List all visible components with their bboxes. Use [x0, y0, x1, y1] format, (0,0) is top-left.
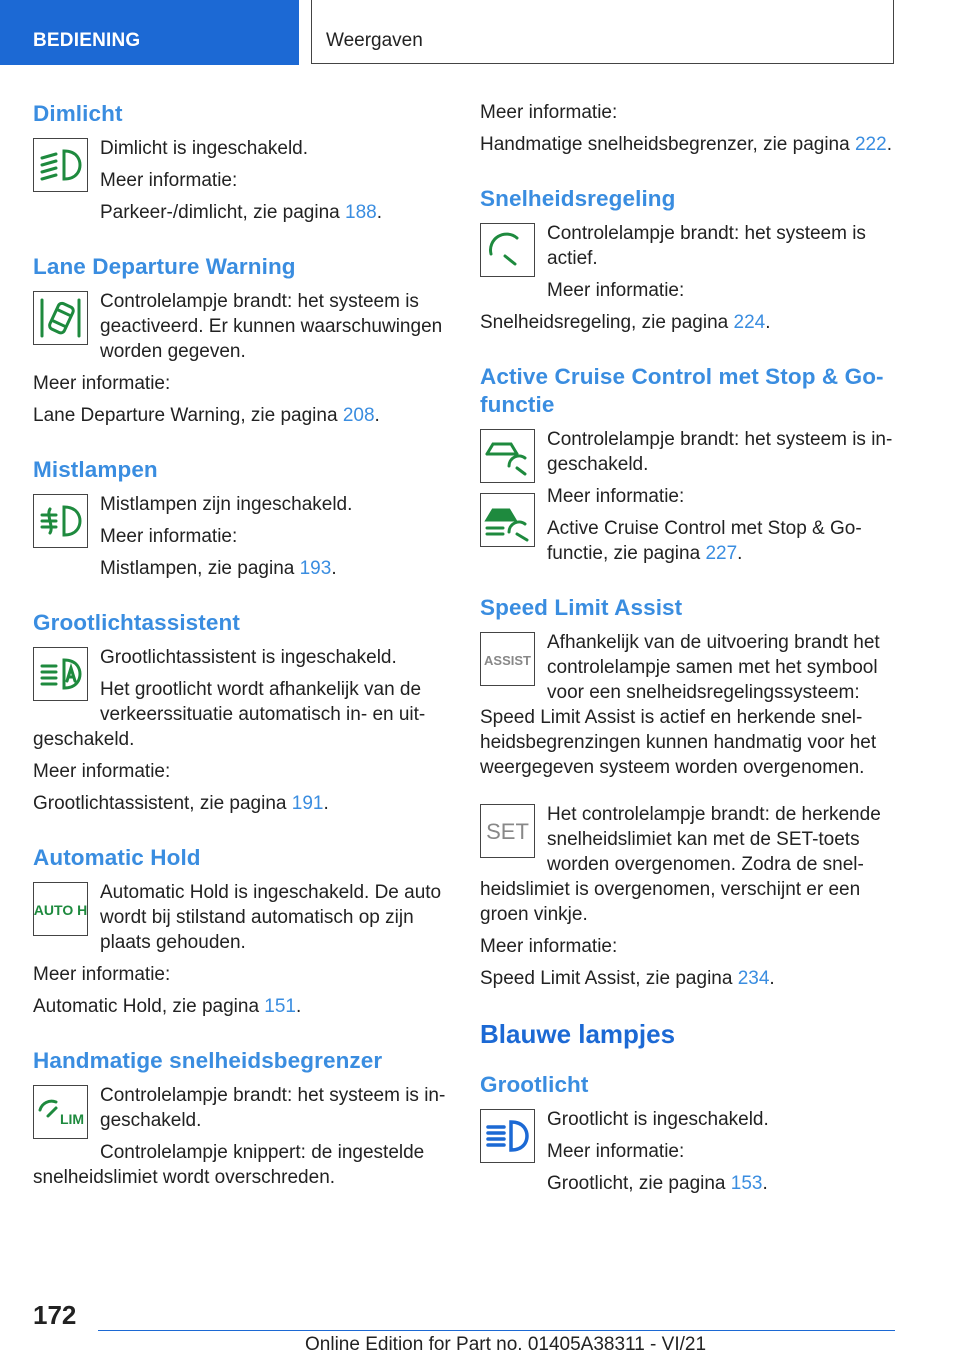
acc-icon [480, 429, 535, 483]
heading-automatic-hold: Automatic Hold [33, 845, 201, 870]
text: Controlelampje brandt: het systeem is actief. [547, 223, 866, 269]
section-title: BEDIENING [33, 30, 141, 51]
text: Het grootlicht wordt afhankelijk van de verkeerssituatie automatisch in- en uit- [100, 679, 426, 725]
heading-active-cruise-control: Active Cruise Control met Stop & Go-functie [480, 364, 884, 417]
text: Grootlichtassistent, zie pagina 191. [33, 793, 329, 814]
text: Meer informatie: [33, 373, 171, 394]
text: Meer informatie: [547, 280, 685, 301]
subsection-tab [311, 0, 894, 64]
auto-hold-icon [33, 882, 88, 936]
text: Meer informatie: [547, 486, 685, 507]
text: Het controlelampje brandt: de herkende snelheidslimiet kan met de SET-toets worden overgenomen. Zodra de snel- [547, 804, 881, 875]
right-column [480, 100, 895, 1224]
section-cruise-control [480, 185, 895, 335]
page-link[interactable]: 227 [705, 543, 738, 564]
svg-text:SET: SET [486, 819, 529, 844]
page-link[interactable]: 191 [291, 793, 324, 814]
heading-mistlampen: Mistlampen [33, 457, 158, 482]
section-grootlichtassistent [33, 609, 448, 816]
text: Dimlicht is ingeschakeld. [100, 138, 309, 159]
text: Snelheidsregeling, zie pagina 224. [480, 312, 771, 333]
page-link[interactable]: 222 [854, 134, 887, 155]
text: Meer informatie: [100, 526, 238, 547]
text: Controlelampje knippert: de ingestelde [100, 1142, 425, 1163]
footer-divider [98, 1330, 895, 1331]
text: Grootlicht, zie pagina 153. [547, 1173, 768, 1194]
svg-text:LIM: LIM [59, 1111, 85, 1127]
section-speed-limit-assist [480, 594, 895, 991]
text: Controlelampje brandt: het systeem is in-geschakeld. [547, 429, 893, 475]
section-grootlicht [480, 1071, 895, 1196]
text: Meer informatie: [480, 936, 618, 957]
text: Meer informatie: [547, 1141, 685, 1162]
section-limiter [33, 1047, 448, 1190]
page-link[interactable]: 224 [733, 312, 766, 333]
page-link[interactable]: 193 [299, 558, 332, 579]
text: Meer informatie: [33, 964, 171, 985]
low-beam-icon [33, 138, 88, 192]
text: Speed Limit Assist, zie pagina 234. [480, 968, 775, 989]
heading-dimlicht: Dimlicht [33, 101, 123, 126]
text: heidslimiet is overgenomen, verschijnt er een groen vinkje. [480, 879, 861, 925]
lane-departure-icon [33, 291, 88, 345]
text: Speed Limit Assist is actief en herkende snel-heidsbegrenzingen kunnen handmatig voor het weergegeven systeem worden overgenomen. [480, 707, 877, 778]
text: Lane Departure Warning, zie pagina 208. [33, 405, 380, 426]
section-mistlampen [33, 456, 448, 581]
text: Controlelampje brandt: het systeem is in-geschakeld. [100, 1085, 446, 1131]
svg-text:ASSIST: ASSIST [484, 653, 531, 668]
text: Grootlicht is ingeschakeld. [547, 1109, 769, 1130]
text: snelheidslimiet wordt overschreden. [33, 1167, 336, 1188]
fog-light-icon [33, 494, 88, 548]
heading-grootlichtassistent: Grootlichtassistent [33, 610, 240, 635]
cruise-control-icon [480, 223, 535, 277]
speed-limiter-icon [33, 1085, 88, 1139]
page-link[interactable]: 234 [737, 968, 770, 989]
text: Grootlichtassistent is ingeschakeld. [100, 647, 397, 668]
text: Mistlampen, zie pagina 193. [100, 558, 337, 579]
section-tab [0, 0, 299, 65]
section-automatic-hold [33, 844, 448, 1019]
page-link[interactable]: 153 [730, 1173, 763, 1194]
heading-lane-departure: Lane Departure Warning [33, 254, 296, 279]
left-column [33, 100, 448, 1218]
text: Mistlampen zijn ingeschakeld. [100, 494, 353, 515]
text: geschakeld. [33, 729, 135, 750]
text: Active Cruise Control met Stop & Go-functie, zie pagina 227. [547, 518, 862, 564]
text: Handmatige snelheidsbegrenzer, zie pagina 222. [480, 134, 892, 155]
acc-distance-icon [480, 493, 535, 547]
text: Automatic Hold is ingeschakeld. De auto wordt bij stilstand automatisch op zijn plaats gehouden. [100, 882, 442, 953]
heading-blauwe-lampjes: Blauwe lampjes [480, 1019, 676, 1049]
high-beam-assistant-icon [33, 647, 88, 701]
heading-limiter: Handmatige snelheidsbegrenzer [33, 1048, 383, 1073]
text: Controlelampje brandt: het systeem is geactiveerd. Er kunnen waarschuwingen worden gegeven. [100, 291, 443, 362]
text: Meer informatie: [33, 761, 171, 782]
page-link[interactable]: 188 [345, 202, 377, 223]
section-lane-departure [33, 253, 448, 428]
assist-icon [480, 632, 535, 686]
text: Automatic Hold, zie pagina 151. [33, 996, 302, 1017]
text: Afhankelijk van de uitvoering brandt het controlelampje samen met het symbool voor een snelheidsregelingssysteem: [547, 632, 880, 703]
heading-cruise-control: Snelheidsregeling [480, 186, 676, 211]
section-limiter-continued [480, 100, 895, 157]
text: Parkeer-/dimlicht, zie pagina 188. [100, 202, 382, 223]
heading-speed-limit-assist: Speed Limit Assist [480, 595, 683, 620]
set-icon [480, 804, 535, 858]
svg-text:AUTO H: AUTO H [34, 902, 87, 918]
text: Meer informatie: [480, 102, 618, 123]
subsection-title: Weergaven [326, 30, 423, 51]
high-beam-icon [480, 1109, 535, 1163]
page-link[interactable]: 151 [264, 996, 296, 1017]
section-active-cruise-control [480, 363, 895, 566]
footer-edition: Online Edition for Part no. 01405A38311 - VI/21 [305, 1334, 707, 1355]
page-number: 172 [33, 1300, 77, 1330]
heading-grootlicht: Grootlicht [480, 1072, 589, 1097]
text: Meer informatie: [100, 170, 238, 191]
page-link[interactable]: 208 [342, 405, 375, 426]
section-dimlicht [33, 100, 448, 225]
